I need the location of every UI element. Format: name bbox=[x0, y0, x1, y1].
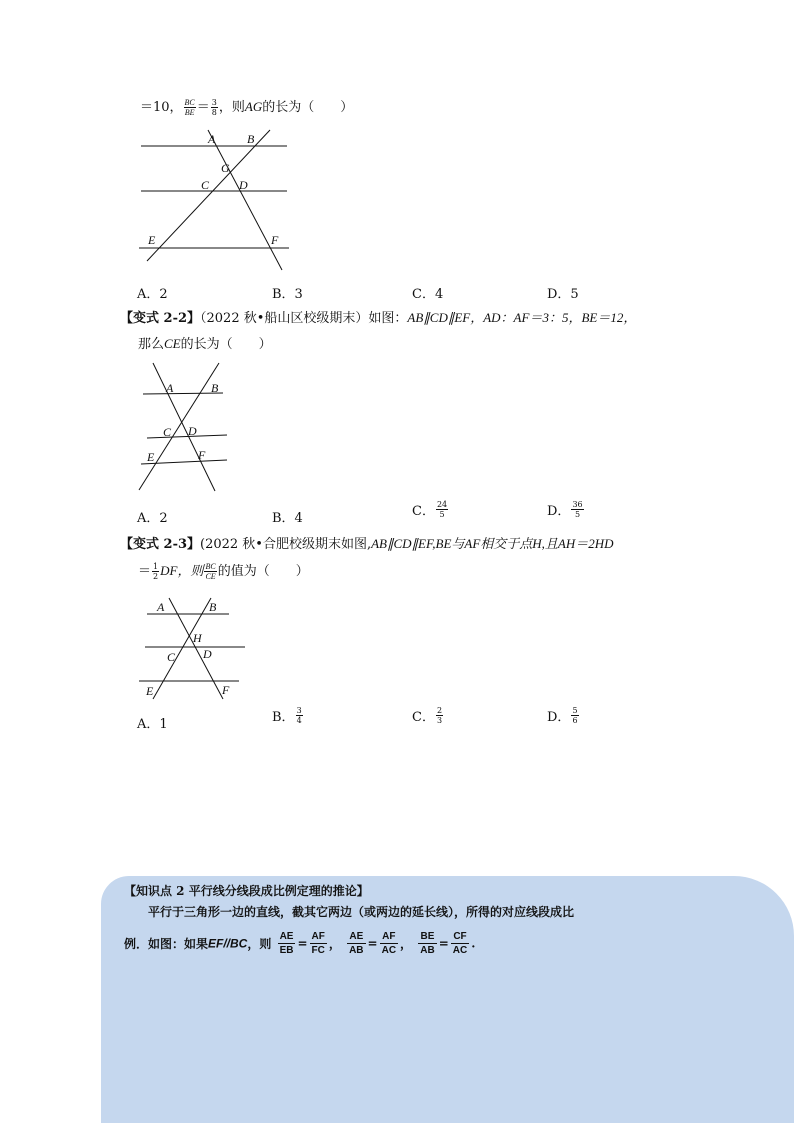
label-H: H bbox=[193, 631, 202, 645]
knowledge-title: 【知识点 2 平行线分线段成比例定理的推论】 bbox=[124, 884, 369, 898]
formula-1-right: $\frac{AF}{FC}$ bbox=[311, 931, 325, 956]
q3-option-c[interactable]: C． $\frac{2}{3}$ bbox=[412, 706, 443, 725]
label-D: D bbox=[188, 424, 197, 438]
q3-tag: 【变式 2-3】 bbox=[120, 537, 201, 552]
q1-option-d[interactable]: D．5 bbox=[547, 287, 579, 302]
q2-figure bbox=[135, 360, 235, 495]
q1-option-b[interactable]: B．3 bbox=[272, 287, 303, 302]
formula-3-right: $\frac{CF}{AC}$ bbox=[452, 931, 468, 956]
formula-2-left: $\frac{AE}{AB}$ bbox=[349, 931, 364, 956]
label-D: D bbox=[203, 647, 212, 661]
label-F: F bbox=[198, 448, 206, 462]
q2-option-c[interactable]: C． $\frac{24}{5}$ bbox=[412, 500, 448, 519]
label-C: C bbox=[201, 178, 210, 192]
q2-option-a[interactable]: A．2 bbox=[137, 511, 168, 526]
q2-stem-line1: 【变式 2-2】（2022 秋•船山区校级期末）如图：AB∥CD∥EF，AD：AF＝3：5，BE＝12， bbox=[120, 310, 637, 326]
q2-option-b[interactable]: B．4 bbox=[272, 511, 303, 526]
q3-option-a[interactable]: A．1 bbox=[137, 717, 168, 732]
label-A: A bbox=[157, 600, 165, 614]
label-E: E bbox=[148, 233, 156, 247]
label-E: E bbox=[147, 450, 155, 464]
knowledge-body-line2: 例．如图：如果EF//BC，则 $\frac{AE}{EB}$ = $\frac{AF}{FC}$ ， $\frac{AE}{AB}$ = $\frac{AF}{AC}$ ， $\frac{BE}{AB}$ = $\frac{CF}{AC}$ . bbox=[124, 931, 476, 956]
q3-option-b[interactable]: B． $\frac{3}{4}$ bbox=[272, 706, 302, 725]
formula-1-left: $\frac{AE}{EB}$ bbox=[279, 931, 294, 956]
label-G: G bbox=[221, 161, 230, 175]
label-A: A bbox=[166, 381, 174, 395]
label-F: F bbox=[222, 683, 230, 697]
formula-2-right: $\frac{AF}{AC}$ bbox=[381, 931, 397, 956]
label-D: D bbox=[239, 178, 248, 192]
q1-bc-be-fraction: $\frac{BC}{BE}$ bbox=[184, 98, 195, 117]
q2-tag: 【变式 2-2】 bbox=[120, 311, 201, 326]
q1-option-c[interactable]: C．4 bbox=[412, 287, 444, 302]
label-B: B bbox=[209, 600, 217, 614]
knowledge-body-line1: 平行于三角形一边的直线，截其它两边（或两边的延长线），所得的对应线段成比 bbox=[148, 905, 575, 919]
q2-stem-line2: 那么CE的长为（ ） bbox=[138, 336, 272, 352]
label-C: C bbox=[167, 650, 176, 664]
formula-3-left: $\frac{BE}{AB}$ bbox=[420, 931, 435, 956]
label-E: E bbox=[146, 684, 154, 698]
label-F: F bbox=[271, 233, 279, 247]
q1-stem: ＝10， $\frac{BC}{BE}$ ＝ $\frac{3}{8}$ ，则AG的长为（ ） bbox=[140, 98, 354, 117]
q1-value-fraction: $\frac{3}{8}$ bbox=[211, 98, 217, 117]
q1-figure bbox=[135, 128, 300, 274]
q3-figure bbox=[135, 595, 250, 705]
q1-option-a[interactable]: A．2 bbox=[137, 287, 168, 302]
label-B: B bbox=[211, 381, 219, 395]
q3-stem-line1: 【变式 2-3】(2022 秋•合肥校级期末如图,AB∥CD∥EF,BE与AF相交于点H,且AH＝2HD bbox=[120, 536, 614, 552]
label-B: B bbox=[247, 132, 255, 146]
q3-stem-line2: ＝ $\frac{1}{2}$ DF，则 $\frac{BC}{CE}$ 的值为（ ） bbox=[138, 562, 309, 581]
q2-option-d[interactable]: D． $\frac{36}{5}$ bbox=[547, 500, 583, 519]
label-C: C bbox=[163, 425, 172, 439]
q3-option-d[interactable]: D． $\frac{5}{6}$ bbox=[547, 706, 578, 725]
label-A: A bbox=[208, 132, 216, 146]
